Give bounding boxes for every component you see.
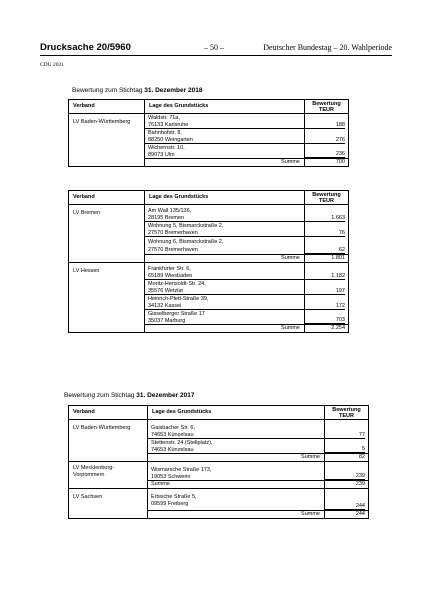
table-2018-bw [68,99,349,167]
caption-date: 31. Dezember 2018 [144,87,203,94]
caption-prefix: Bewertung zum Stichtag [72,87,145,94]
value-cell: 62 [305,237,349,255]
table-header-row [69,100,349,114]
table-header-row [69,406,369,420]
verband-cell: LV Hessen [69,263,145,333]
sum-label: Summe [145,255,305,263]
address-cell: Frankfurter Str. 6, 65189 Wiesbaden [145,263,305,280]
value-cell: 703 [305,310,349,325]
col-bewertung: Bewertung TEUR [325,406,369,420]
address-cell: Heinrich-Plett-Straße 39, 34132 Kassel [145,295,305,310]
col-verband: Verband [69,100,145,114]
sum-value: 2.254 [305,325,349,333]
value-cell: 172 [305,295,349,310]
value-cell: 5 [325,439,369,454]
doc-prefix: Drucksache [40,42,97,53]
table-row [69,462,369,481]
value-cell: 239 [325,462,369,481]
value-cell: 276 [305,129,349,144]
table-header-row [69,191,349,205]
value-cell: 197 [305,280,349,295]
sum-label: Summe [148,511,325,519]
value-cell: 236 [305,144,349,159]
table-2017 [68,405,369,519]
address-cell: Am Wall 135/136, 28195 Bremen [145,205,305,222]
document-number [40,42,131,53]
address-cell: Wismarsche Straße 173, 19053 Schwerin [148,462,325,481]
value-cell: 244 [325,489,369,511]
caption-prefix: Bewertung zum Stichtag [64,392,137,399]
address-cell: Bahnhofstr. 8, 88250 Weingarten [145,129,305,144]
caption-2017 [64,392,194,399]
doc-number: 20/5960 [96,42,131,53]
table-row [69,263,349,280]
col-bewertung: Bewertung TEUR [305,191,349,205]
header-rule [40,55,392,56]
address-cell: Gaisbacher Str. 6, 74653 Künzelsau [148,420,325,439]
sum-label: Summe [148,454,325,462]
address-cell: Stettenstr. 24 (Stellplatz), 74653 Künzelsau [148,439,325,454]
sum-label: Summe [145,159,305,167]
address-cell: Gisselberger Straße 17 35037 Marburg [145,310,305,325]
table-row [69,489,369,511]
verband-cell: LV Mecklenburg- Vorpommern [69,462,148,489]
sum-label: Summe [145,325,305,333]
col-lage: Lage des Grundstücks [145,191,305,205]
verband-cell: LV Bremen [69,205,145,263]
col-bewertung: Bewertung TEUR [305,100,349,114]
address-cell: Waldstr. 71a, 76133 Karlsruhe [145,114,305,129]
value-cell: 188 [305,114,349,129]
sum-value: 700 [305,159,349,167]
verband-cell: LV Baden-Württemberg [69,420,148,462]
address-cell: Wohnung 5, Bismarckstraße 2, 27570 Bremerhaven [145,222,305,237]
value-cell: 1.182 [305,263,349,280]
col-verband: Verband [69,406,148,420]
address-cell: Wichernstr. 10, 89073 Ulm [145,144,305,159]
sum-label: Summe [148,481,325,489]
sum-value: 239 [325,481,369,489]
col-verband: Verband [69,191,145,205]
table-row [69,205,349,222]
sum-value: 82 [325,454,369,462]
table-2018-bremen-hessen [68,190,349,333]
sum-value: 1.801 [305,255,349,263]
party-label: CDU 2021 [40,62,64,68]
value-cell: 77 [325,420,369,439]
verband-cell: LV Baden-Württemberg [69,114,145,167]
address-cell: Erbische Straße 5, 09599 Freiberg [148,489,325,511]
table-row [69,420,369,439]
publisher: Deutscher Bundestag – 20. Wahlperiode [263,43,392,52]
sum-value: 244 [325,511,369,519]
verband-cell: LV Sachsen [69,489,148,519]
col-lage: Lage des Grundstücks [145,100,305,114]
value-cell: 1.663 [305,205,349,222]
address-cell: Moritz-Hensoldt-Str. 24, 35576 Wetzlar [145,280,305,295]
address-cell: Wohnung 6, Bismarckstraße 2, 27570 Bremerhaven [145,237,305,255]
page-header [40,42,392,54]
table-row [69,114,349,129]
value-cell: 76 [305,222,349,237]
caption-2018 [72,87,202,94]
caption-date: 31. Dezember 2017 [136,392,195,399]
page-number: – 50 – [204,43,224,52]
col-lage: Lage des Grundstücks [148,406,325,420]
